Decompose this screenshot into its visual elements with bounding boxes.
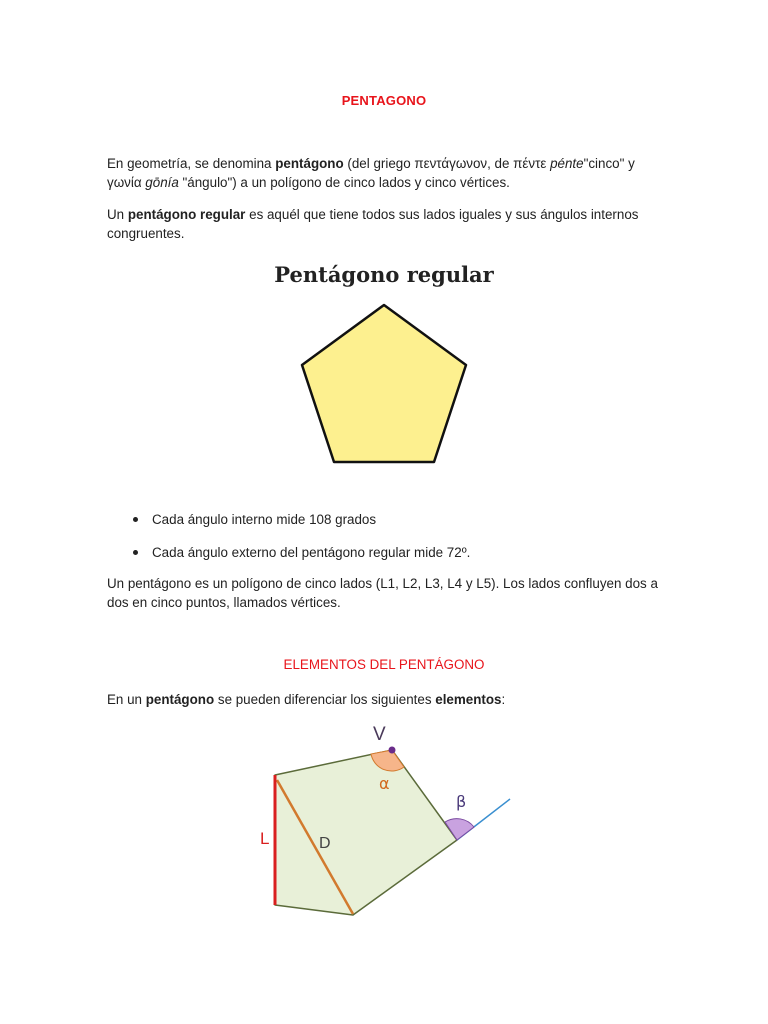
intro-text-2: (del griego πεντάγωνον, de πέντε xyxy=(343,156,551,171)
pentagon-elements-diagram xyxy=(260,724,510,915)
regular-pentagon-figure-title: Pentágono regular xyxy=(274,262,494,287)
section-title-elements: ELEMENTOS DEL PENTÁGONO xyxy=(283,657,485,672)
irregular-pentagon-shape xyxy=(275,750,457,915)
sides-paragraph: Un pentágono es un polígono de cinco lados (L1, L2, L3, L4 y L5). Los lados confluyen dos a dos en cinco puntos, llamados vértices. xyxy=(107,576,658,610)
beta-label: β xyxy=(456,792,467,811)
page-title: PENTAGONO xyxy=(341,93,427,108)
elements-text-3: : xyxy=(501,692,506,707)
side-label: L xyxy=(260,829,270,848)
intro-text-3: "cinco" y γωνία xyxy=(107,156,635,190)
intro-bold-term: pentágono xyxy=(275,156,344,171)
alpha-label: α xyxy=(379,774,390,793)
list-item: Cada ángulo externo del pentágono regular mide 72º. xyxy=(107,543,667,576)
elements-paragraph xyxy=(107,690,667,709)
diagonal-label: D xyxy=(319,835,331,852)
regular-pentagon-shape xyxy=(302,305,466,462)
elements-bold-elementos: elementos xyxy=(435,692,502,707)
elements-text-1: En un xyxy=(107,692,146,707)
intro-italic-pente: pénte xyxy=(550,156,584,171)
elements-text-2: se pueden diferenciar los siguientes xyxy=(214,692,436,707)
vertex-label: V xyxy=(373,724,386,745)
elements-bold-pentagon: pentágono xyxy=(145,692,215,707)
list-item: Cada ángulo interno mide 108 grados xyxy=(107,510,667,543)
intro-text-1: En geometría, se denomina xyxy=(107,156,276,171)
regular-bold-term: pentágono regular xyxy=(127,207,246,222)
intro-text-4: "ángulo") a un polígono de cinco lados y cinco vértices. xyxy=(178,175,510,190)
properties-list xyxy=(107,510,667,576)
regular-text-2: es aquél que tiene todos sus lados iguales y sus ángulos internos congruentes. xyxy=(107,207,639,241)
intro-italic-gonia: gōnía xyxy=(145,175,179,190)
regular-text-1: Un xyxy=(107,207,128,222)
vertex-point xyxy=(389,747,396,754)
